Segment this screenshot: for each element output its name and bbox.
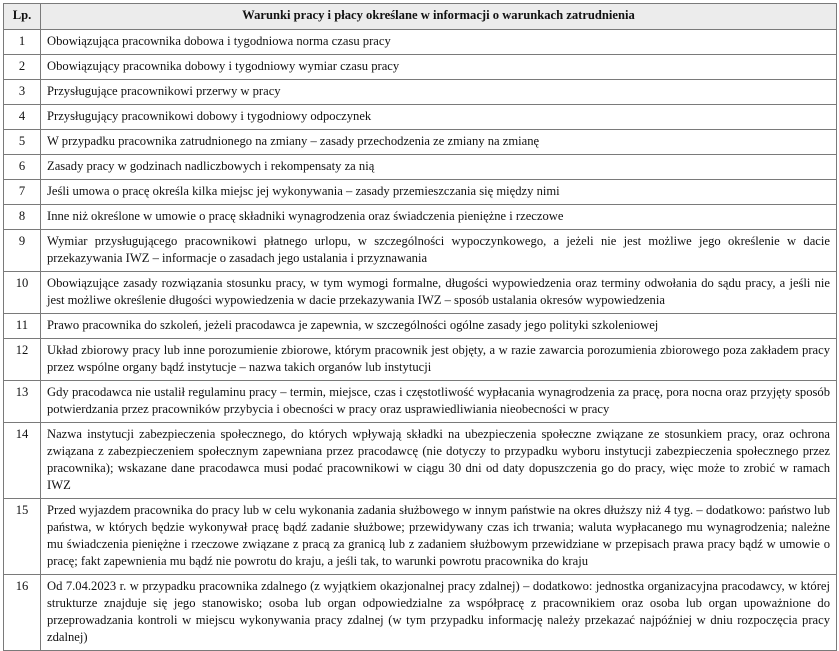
row-text: Wymiar przysługującego pracownikowi płatnego urlopu, w szczególności wypoczynkowego, a jeżeli nie jest możliwe jego określenie w dacie przekazywania IWZ – informacje o zasadach jego ustalania i przyznawania <box>41 230 837 272</box>
table-row <box>4 499 837 575</box>
table-row <box>4 30 837 55</box>
row-text: W przypadku pracownika zatrudnionego na zmiany – zasady przechodzenia ze zmiany na zmianę <box>41 130 837 155</box>
row-number: 15 <box>4 499 41 575</box>
row-text: Obowiązujący pracownika dobowy i tygodniowy wymiar czasu pracy <box>41 55 837 80</box>
row-text: Inne niż określone w umowie o pracę składniki wynagrodzenia oraz świadczenia pieniężne i rzeczowe <box>41 205 837 230</box>
row-text: Zasady pracy w godzinach nadliczbowych i rekompensaty za nią <box>41 155 837 180</box>
table-row <box>4 130 837 155</box>
row-number: 5 <box>4 130 41 155</box>
row-number: 9 <box>4 230 41 272</box>
table-row <box>4 339 837 381</box>
header-row <box>4 4 837 30</box>
table-header <box>4 4 837 30</box>
row-text: Gdy pracodawca nie ustalił regulaminu pracy – termin, miejsce, czas i częstotliwość wypłacania wynagrodzenia za pracę, pora nocna oraz przyjęty sposób potwierdzania przez pracowników przybycia i obecności w pracy oraz usprawiedliwiania nieobecności w pracy <box>41 381 837 423</box>
table-row <box>4 575 837 651</box>
row-number: 11 <box>4 314 41 339</box>
employment-conditions-table <box>3 3 837 651</box>
row-number: 14 <box>4 423 41 499</box>
table-row <box>4 423 837 499</box>
table-row <box>4 80 837 105</box>
row-number: 3 <box>4 80 41 105</box>
row-text: Układ zbiorowy pracy lub inne porozumienie zbiorowe, którym pracownik jest objęty, a w razie zawarcia porozumienia zbiorowego poza zakładem pracy przez wspólne organy bądź instytucje – nazwa takich organów lub instytucji <box>41 339 837 381</box>
row-number: 4 <box>4 105 41 130</box>
row-text: Jeśli umowa o pracę określa kilka miejsc jej wykonywania – zasady przemieszczania się między nimi <box>41 180 837 205</box>
table-row <box>4 381 837 423</box>
row-number: 13 <box>4 381 41 423</box>
header-number: Lp. <box>4 4 41 30</box>
row-text: Od 7.04.2023 r. w przypadku pracownika zdalnego (z wyjątkiem okazjonalnej pracy zdalnej) – dodatkowo: jednostka organizacyjna pracodawcy, w której strukturze znajduje się jego stanowisko; osoba lub organ odpowiedzialne za współpracę z pracownikiem oraz osoba lub organ upoważnione do przeprowadzania kontroli w miejscu wykonywania pracy zdalnej (w tym przypadku informację należy przekazać najpóźniej w dniu rozpoczęcia pracy zdalnej) <box>41 575 837 651</box>
row-number: 2 <box>4 55 41 80</box>
table-row <box>4 230 837 272</box>
row-text: Obowiązująca pracownika dobowa i tygodniowa norma czasu pracy <box>41 30 837 55</box>
table-row <box>4 105 837 130</box>
table-row <box>4 180 837 205</box>
row-text: Obowiązujące zasady rozwiązania stosunku pracy, w tym wymogi formalne, długości wypowiedzenia oraz terminy odwołania do sądu pracy, a jeśli nie jest możliwe określenie długości wypowiedzenia w dacie przekazywania IWZ – sposób ustalania okresów wypowiedzenia <box>41 272 837 314</box>
table-row <box>4 205 837 230</box>
row-number: 6 <box>4 155 41 180</box>
row-text: Prawo pracownika do szkoleń, jeżeli pracodawca je zapewnia, w szczególności ogólne zasady jego polityki szkoleniowej <box>41 314 837 339</box>
row-number: 16 <box>4 575 41 651</box>
header-description: Warunki pracy i płacy określane w informacji o warunkach zatrudnienia <box>41 4 837 30</box>
table-row <box>4 55 837 80</box>
row-text: Przysługujące pracownikowi przerwy w pracy <box>41 80 837 105</box>
row-number: 12 <box>4 339 41 381</box>
row-number: 10 <box>4 272 41 314</box>
table-row <box>4 155 837 180</box>
row-number: 1 <box>4 30 41 55</box>
table-row <box>4 272 837 314</box>
table-body <box>4 30 837 651</box>
table-row <box>4 314 837 339</box>
row-number: 7 <box>4 180 41 205</box>
row-text: Przed wyjazdem pracownika do pracy lub w celu wykonania zadania służbowego w innym państwie na okres dłuższy niż 4 tyg. – dodatkowo: państwo lub państwa, w których będzie wykonywał pracę bądź zadanie służbowe; przewidywany czas ich trwania; waluta wypłacanego mu wynagrodzenia; należne mu świadczenia pieniężne i rzeczowe związane z pracą za granicą lub z zadaniem służbowym przewidziane w przepisach prawa pracy bądź w umowie o pracę; fakt zapewnienia mu bądź nie powrotu do kraju, a jeśli tak, to warunki powrotu pracownika do kraju <box>41 499 837 575</box>
row-text: Nazwa instytucji zabezpieczenia społecznego, do których wpływają składki na ubezpieczenia społeczne związane ze stosunkiem pracy, oraz ochrona związana z zabezpieczeniem społecznym zapewniana przez pracodawcę (nie dotyczy to przypadku wyboru instytucji zabezpieczenia społecznego przez pracownika); wskazane dane pracodawca musi podać pracownikowi w ciągu 30 dni od daty dopuszczenia go do pracy, więc może to zrobić w ramach IWZ <box>41 423 837 499</box>
row-text: Przysługujący pracownikowi dobowy i tygodniowy odpoczynek <box>41 105 837 130</box>
row-number: 8 <box>4 205 41 230</box>
